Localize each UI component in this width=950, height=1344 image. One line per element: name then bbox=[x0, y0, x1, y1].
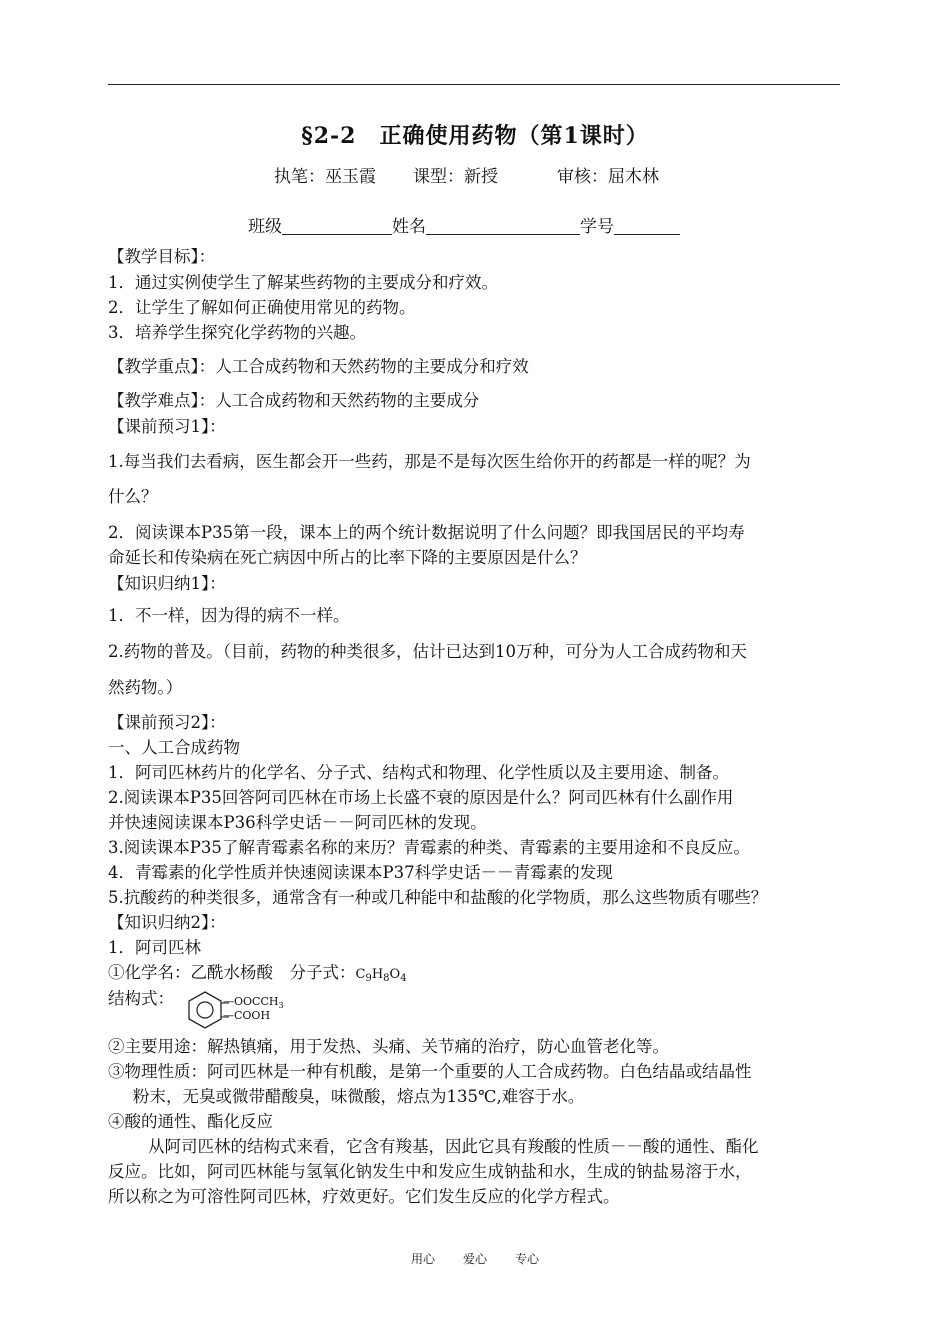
class-blank bbox=[282, 216, 392, 235]
text-line: 3.阅读课本P35了解青霉素名称的来历？青霉素的种类、青霉素的主要用途和不良反应。 bbox=[108, 838, 750, 857]
text-line: ③物理性质：阿司匹林是一种有机酸，是第一个重要的人工合成药物。白色结晶或结晶性 bbox=[108, 1062, 752, 1081]
text-line: 从阿司匹林的结构式来看，它含有羧基，因此它具有羧酸的性质－－酸的通性、酯化 bbox=[148, 1137, 759, 1156]
name-blank bbox=[426, 216, 580, 235]
reviewer: 审核：屈木林 bbox=[557, 167, 659, 187]
footer-text: 专心 bbox=[515, 1252, 540, 1266]
text-line: 2．阅读课本P35第一段，课本上的两个统计数据说明了什么问题？即我国居民的平均寿 bbox=[108, 523, 745, 542]
page-title: §2-2 正确使用药物（第1课时） bbox=[301, 123, 649, 149]
text-line: 1.每当我们去看病，医生都会开一些药，那是不是每次医生给你开的药都是一样的呢？为 bbox=[108, 452, 751, 471]
section-heading: 【课前预习2】： bbox=[108, 713, 226, 732]
page-footer bbox=[0, 1250, 950, 1267]
text-line: 1．不一样，因为得的病不一样。 bbox=[108, 606, 350, 625]
number-label: 学号 bbox=[580, 217, 614, 237]
text-line: 2.阅读课本P35回答阿司匹林在市场上长盛不衰的原因是什么？阿司匹林有什么副作用 bbox=[108, 788, 734, 807]
aspirin-structure bbox=[183, 990, 303, 1036]
ester-group-label: $—OOCCH_3$ bbox=[223, 995, 284, 1010]
text-line: 3．培养学生探究化学药物的兴趣。 bbox=[108, 323, 366, 342]
footer-text: 用心 bbox=[410, 1252, 435, 1266]
text-line: 2．让学生了解如何正确使用常见的药物。 bbox=[108, 298, 416, 317]
section-heading: 【知识归纳1】： bbox=[108, 574, 226, 593]
lesson-type: 课型：新授 bbox=[413, 167, 498, 187]
molecular-formula: $C_9H_8O_4$ bbox=[355, 967, 407, 984]
text-line: ④酸的通性、酯化反应 bbox=[108, 1112, 273, 1131]
class-info-line bbox=[248, 212, 680, 237]
text-line: 什么？ bbox=[108, 487, 158, 506]
text-line: 反应。比如，阿司匹林能与氢氧化钠发生中和发应生成钠盐和水，生成的钠盐易溶于水， bbox=[108, 1162, 752, 1181]
text-line: 1．阿司匹林 bbox=[108, 938, 201, 957]
structure-label: 结构式： bbox=[108, 989, 174, 1008]
chem-name-line bbox=[108, 962, 407, 990]
class-label: 班级 bbox=[248, 217, 282, 237]
chem-name: ①化学名：乙酰水杨酸 分子式： bbox=[108, 963, 356, 982]
text-line: 1．通过实例使学生了解某些药物的主要成分和疗效。 bbox=[108, 273, 498, 292]
text-line: 粉末，无臭或微带醋酸臭，味微酸，熔点为135℃,难容于水。 bbox=[133, 1087, 585, 1106]
text-line: 1．阿司匹林药片的化学名、分子式、结构式和物理、化学性质以及主要用途、制备。 bbox=[108, 763, 729, 782]
text-line: 2.药物的普及。（目前，药物的种类很多，估计已达到10万种，可分为人工合成药物和天 bbox=[108, 642, 747, 661]
number-blank bbox=[614, 216, 680, 235]
header-rule bbox=[108, 84, 840, 85]
section-heading: 【教学目标】： bbox=[108, 247, 216, 266]
text-line: 4．青霉素的化学性质并快速阅读课本P37科学史话－－青霉素的发现 bbox=[108, 863, 613, 882]
section-heading: 【教学重点】：人工合成药物和天然药物的主要成分和疗效 bbox=[108, 357, 529, 376]
section-heading: 【教学难点】：人工合成药物和天然药物的主要成分 bbox=[108, 391, 480, 410]
footer-text: 爱心 bbox=[462, 1252, 487, 1266]
section-heading: 【知识归纳2】： bbox=[108, 913, 226, 932]
text-line: 然药物。） bbox=[108, 678, 183, 697]
text-line: 一、人工合成药物 bbox=[108, 738, 240, 757]
carboxyl-group-label: —COOH bbox=[223, 1009, 271, 1022]
author: 执笔：巫玉霞 bbox=[274, 167, 376, 187]
text-line: 所以称之为可溶性阿司匹林，疗效更好。它们发生反应的化学方程式。 bbox=[108, 1187, 620, 1206]
text-line: 5.抗酸药的种类很多，通常含有一种或几种能中和盐酸的化学物质，那么这些物质有哪些？ bbox=[108, 888, 768, 907]
name-label: 姓名 bbox=[392, 217, 426, 237]
section-heading: 【课前预习1】： bbox=[108, 417, 226, 436]
text-line: ②主要用途：解热镇痛，用于发热、头痛、关节痛的治疗，防心血管老化等。 bbox=[108, 1037, 669, 1056]
text-line: 并快速阅读课本P36科学史话－－阿司匹林的发现。 bbox=[108, 813, 487, 832]
text-line: 命延长和传染病在死亡病因中所占的比率下降的主要原因是什么？ bbox=[108, 548, 587, 567]
